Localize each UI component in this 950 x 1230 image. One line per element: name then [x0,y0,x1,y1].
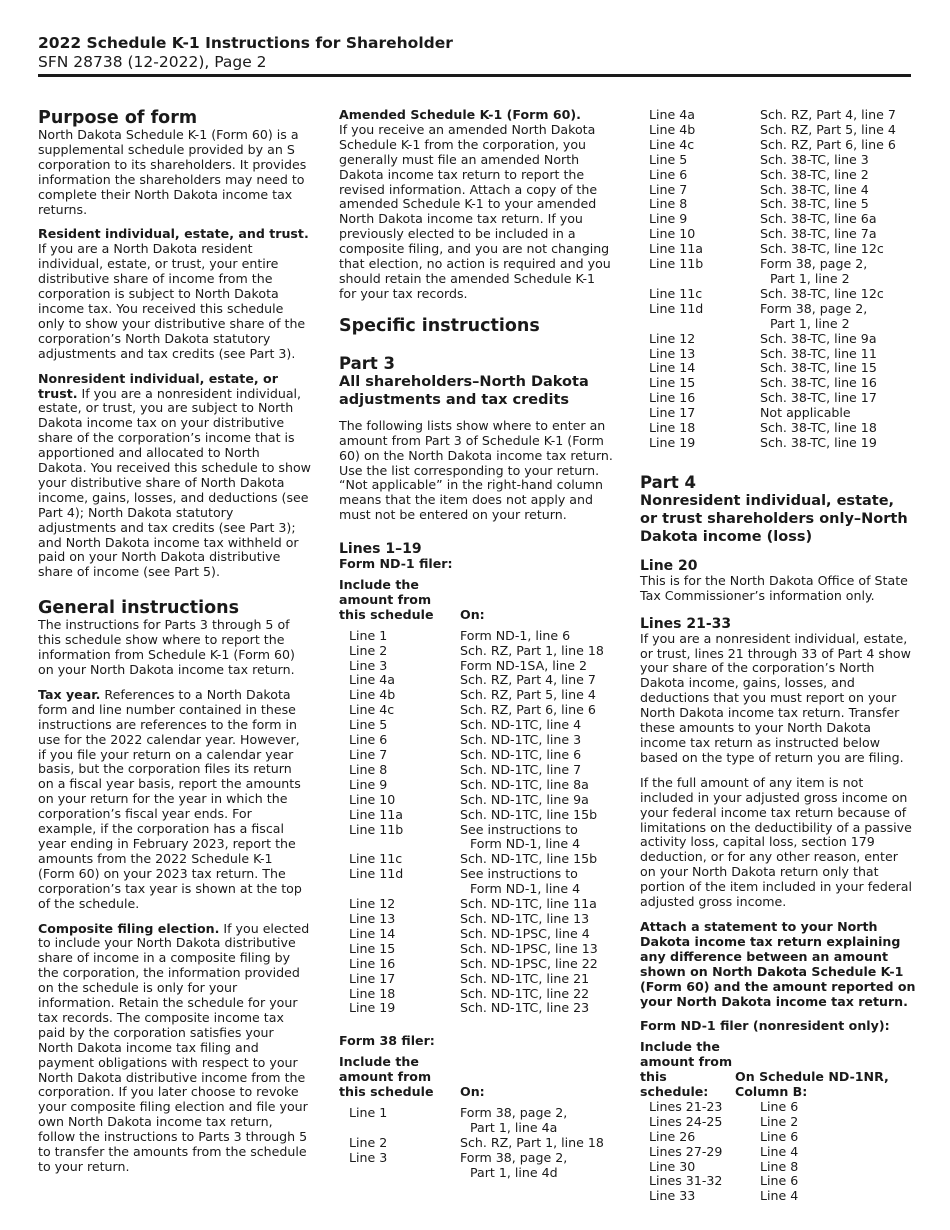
report-location-continued: Form ND-1, line 4 [470,836,581,852]
table-row [339,1106,615,1136]
nonres-table [640,1100,916,1204]
report-location-text: Sch. 38-TC, line 7a [760,226,877,242]
lines-21-33-heading: Lines 21-33 [640,615,732,632]
table-row [339,852,615,867]
report-location-text: Form 38, page 2, [760,300,868,316]
report-location [460,763,615,778]
report-location [460,808,615,823]
line-number: Line 17 [649,405,696,421]
report-location [760,421,916,436]
report-location [460,703,615,718]
line-number: Line 2 [349,642,388,658]
nonresident-paragraph [38,372,311,581]
general-text: The instructions for Parts 3 through 5 of this schedule show where to report the information from Schedule K-1 (Form 60) on your North Dakota income tax return. [38,617,295,677]
table-row [640,1115,916,1130]
nd1-filer-label: Form ND-1 filer: [339,556,453,572]
report-location [460,972,615,987]
report-location-text: Sch. 38-TC, line 17 [760,390,877,406]
line-number: Lines 27-29 [649,1143,723,1159]
line-number: Line 17 [349,970,396,986]
report-location-continued: Part 1, line 4d [470,1164,558,1180]
report-location-text: Sch. 38-TC, line 2 [760,166,869,182]
nd1-nonresident-filer-label: Form ND-1 filer (nonresident only): [640,1018,890,1034]
table-row [640,391,916,406]
table-row [640,1130,916,1145]
line-number: Line 11c [349,851,403,867]
nd1-table-header [339,578,615,623]
report-location-text: Sch. ND-1TC, line 13 [460,910,590,926]
line-number: Line 5 [649,151,688,167]
part3-text: The following lists show where to enter an amount from Part 3 of Schedule K-1 (Form 60) on the North Dakota income tax return. Use the list corresponding to your return. “Not applicable” in the right-hand column means that the item does not apply and must not be entered on your return. [339,417,613,523]
report-location-text: Sch. ND-1TC, line 22 [460,985,590,1001]
line-number: Line 10 [349,791,396,807]
report-location [760,123,916,138]
general-heading: General instructions [38,598,240,619]
report-location [760,391,916,406]
table-row [339,912,615,927]
report-location-text: Sch. ND-1TC, line 11a [460,896,597,912]
table-row [339,957,615,972]
report-location-text: Line 6 [760,1173,799,1189]
report-location [460,718,615,733]
report-location [760,183,916,198]
report-location [460,629,615,644]
report-location-text: Line 6 [760,1098,799,1114]
table-row [339,673,615,688]
report-location-text: Sch. ND-1TC, line 15b [460,851,598,867]
line-number: Line 19 [649,434,696,450]
line-number: Line 2 [349,1134,388,1150]
report-location-text: Sch. RZ, Part 6, line 6 [460,702,596,718]
table-row [640,138,916,153]
report-location [760,1115,916,1130]
nonres-table-header [640,1040,916,1100]
table-row [640,153,916,168]
resident-text: If you are a North Dakota resident individual, estate, or trust, your entire distributive share of income from the corporation is subject to North Dakota income tax. You received this schedule only to show your distributive share of the corporation’s North Dakota statutory adjustments and tax credits (see Part 3). [38,241,306,361]
report-location-text: Sch. ND-1TC, line 6 [460,747,582,762]
report-location-text: Form ND-1, line 6 [460,627,571,643]
line-number: Line 11c [649,285,703,301]
report-location [760,108,916,123]
report-location-text: Sch. 38-TC, line 11 [760,345,877,361]
line-number: Line 4a [349,672,395,688]
report-location-text: Sch. ND-1TC, line 15b [460,806,598,822]
line-number: Line 5 [349,717,388,733]
table-row [339,688,615,703]
line-number: Line 11b [349,821,404,837]
report-location [460,912,615,927]
table-row [640,376,916,391]
composite-text: If you elected to include your North Dakota distributive share of income in a composite filing by the corporation, the information provided on the schedule is only for your information. Retain the schedule for your tax records. The composite income tax paid by the corporation satisfies your North Dakota income tax filing and payment obligations with respect to your North Dakota distributive income from the corporation. If you later choose to revoke your composite filing election and file your own North Dakota income tax return, follow the instructions to Parts 3 through 5 to transfer the amounts from the schedule to your return. [38,920,310,1174]
report-location [460,1136,615,1151]
line-number: Line 13 [349,910,396,926]
page-header [38,34,911,72]
table-row [640,1100,916,1115]
report-location-text: Sch. RZ, Part 5, line 4 [760,121,896,137]
line-number: Line 4b [649,121,696,137]
specific-heading: Specific instructions [339,315,540,336]
line-number: Line 4a [649,107,695,122]
report-location-text: Sch. ND-1TC, line 23 [460,1000,590,1016]
report-location [460,823,615,853]
table-row [640,347,916,362]
report-location-text: Form 38, page 2, [460,1104,568,1120]
table-row [339,897,615,912]
table-row [640,197,916,212]
table-row [339,748,615,763]
report-location [760,257,916,287]
report-location [760,361,916,376]
report-location-text: Sch. ND-1PSC, line 13 [460,940,598,956]
table-row [640,1160,916,1175]
table-row [640,242,916,257]
report-location-text: Line 4 [760,1143,799,1159]
line-number: Line 6 [649,166,688,182]
line-number: Line 16 [649,390,696,406]
line-number: Line 6 [349,732,388,748]
table-row [640,168,916,183]
table-row [339,1001,615,1016]
report-location-text: Sch. RZ, Part 6, line 6 [760,136,896,152]
line-number: Line 10 [649,226,696,242]
table-row [339,867,615,897]
report-location [760,1189,916,1204]
report-location-text: Sch. 38-TC, line 12c [760,241,884,257]
table-row [339,1151,615,1181]
report-location-text: Sch. 38-TC, line 4 [760,181,869,197]
table-row [640,302,916,332]
header-rule [38,74,911,77]
taxyear-paragraph [38,688,311,912]
table-row [640,108,916,123]
line-number: Line 7 [349,747,388,762]
table-row [640,287,916,302]
nd1-table [339,629,615,1017]
table-row [640,361,916,376]
on-column-label: On: [460,1084,485,1100]
report-location [760,212,916,227]
report-location-text: Sch. 38-TC, line 15 [760,360,877,376]
line-number: Line 8 [349,761,388,777]
report-location [460,733,615,748]
report-location-text: Not applicable [760,405,851,421]
report-location-text: Line 2 [760,1113,799,1129]
report-location-text: Sch. 38-TC, line 3 [760,151,869,167]
column-1 [38,108,311,1175]
report-location-text: Sch. ND-1TC, line 4 [460,717,582,733]
report-location [460,897,615,912]
on-column-label: On: [460,606,485,622]
table-row [339,927,615,942]
report-location [460,1001,615,1016]
report-location [760,1145,916,1160]
report-location [760,197,916,212]
report-location [460,644,615,659]
line-number: Line 30 [649,1158,696,1174]
form-number: SFN 28738 (12-2022), Page 2 [38,53,267,71]
report-location-text: Form 38, page 2, [460,1149,568,1165]
purpose-heading: Purpose of form [38,108,198,128]
line-number: Line 3 [349,657,388,673]
table-row [339,659,615,674]
table-row [339,808,615,823]
table-row [640,212,916,227]
report-location [760,138,916,153]
line-number: Line 13 [649,345,696,361]
report-location [760,406,916,421]
purpose-text: North Dakota Schedule K-1 (Form 60) is a supplemental schedule provided by an S corporation to its shareholders. It provides information the shareholders may need to complete their North Dakota income tax returns. [38,127,307,217]
line-number: Line 9 [649,211,688,227]
report-location-continued: Part 1, line 4a [470,1119,558,1135]
nonresident-text: If you are a nonresident individual, estate, or trust, you are subject to North Dakota income tax on your distributive share of the corporation’s income that is apportioned and allocated to North Dakota. You received this schedule to show your distributive share of North Dakota income, gains, losses, and deductions (see Part 4); North Dakota statutory adjustments and tax credits (see Part 3); and North Dakota income tax withheld or paid on your North Dakota distributive share of income (see Part 5). [38,385,311,580]
table-row [339,778,615,793]
report-location-text: Sch. ND-1TC, line 7 [460,761,582,777]
attach-statement-text: Attach a statement to your North Dakota income tax return explaining any difference between an amount shown on North Dakota Schedule K-1 (Form 60) and the amount reported on your North Dakota income tax return. [640,918,916,1009]
part4-subheading: Nonresident individual, estate, or trust shareholders only–North Dakota income (loss) [640,492,908,545]
report-location-text: Sch. ND-1TC, line 21 [460,970,590,986]
report-location [460,793,615,808]
lines-21-33-text: If you are a nonresident individual, estate, or trust, lines 21 through 33 of Part 4 show your share of the corporation’s North Dakota income, gains, losses, and deductions that you must report on your North Dakota income tax return. Transfer these amounts to your North Dakota income tax return as instructed below based on the type of return you are filing. [640,630,911,765]
table-row [640,332,916,347]
line-number: Line 12 [349,896,396,912]
line-number: Line 8 [649,196,688,212]
report-location [760,287,916,302]
nonresident-label: Nonresident individual, estate, or trust. [38,370,278,401]
report-location [760,168,916,183]
report-location [460,688,615,703]
table-row [339,793,615,808]
taxyear-text: References to a North Dakota form and line number contained in these instructions are references to the form in use for the 2022 calendar year. However, if you file your return on a calendar year basis, but the corporation files its return on a fiscal year basis, report the amounts on your return for the year in which the corporation’s fiscal year ends. For example, if the corporation has a fiscal year ending in February 2023, report the amounts from the 2022 Schedule K-1 (Form 60) on your 2023 tax return. The corporation’s tax year is shown at the top of the schedule. [38,686,302,911]
report-location [760,332,916,347]
report-location-text: Sch. RZ, Part 4, line 7 [760,107,896,122]
report-location-text: Sch. ND-1TC, line 3 [460,732,582,748]
report-location-continued: Form ND-1, line 4 [470,881,581,897]
report-location [760,302,916,332]
line-number: Line 14 [349,925,396,941]
report-location [760,347,916,362]
line-number: Line 15 [649,375,696,391]
line-number: Line 1 [349,1104,388,1120]
line-number: Line 4b [349,687,396,703]
line-number: Line 26 [649,1128,696,1144]
report-location-text: Line 6 [760,1128,799,1144]
report-location [760,1130,916,1145]
table-row [339,718,615,733]
line-number: Line 14 [649,360,696,376]
table-row [640,257,916,287]
report-location [760,227,916,242]
report-location-text: Line 4 [760,1188,799,1204]
report-location-text: Sch. 38-TC, line 6a [760,211,877,227]
report-location-continued: Part 1, line 2 [770,315,850,331]
report-location-text: Sch. 38-TC, line 9a [760,330,877,346]
line-number: Lines 24-25 [649,1113,723,1129]
table-row [640,1189,916,1204]
line-number: Line 7 [649,181,688,197]
table-row [339,629,615,644]
table-row [640,227,916,242]
composite-paragraph [38,922,311,1175]
line-number: Lines 31-32 [649,1173,723,1189]
report-location-text: Sch. RZ, Part 1, line 18 [460,642,604,658]
report-location [460,778,615,793]
table-row [339,733,615,748]
line-number: Line 19 [349,1000,396,1016]
table-row [640,421,916,436]
table-row [339,703,615,718]
table-row [640,183,916,198]
resident-paragraph [38,227,311,361]
f38-table-continued [640,108,916,451]
on-column-label: On Schedule ND-1NR, Column B: [735,1069,889,1100]
table-row [339,823,615,853]
line-number: Line 4c [349,702,395,718]
report-location-text: See instructions to [460,821,578,837]
report-location [460,1151,615,1181]
report-location [460,852,615,867]
report-location-text: Sch. 38-TC, line 5 [760,196,869,212]
report-location-text: Sch. RZ, Part 5, line 4 [460,687,596,703]
page-title: 2022 Schedule K-1 Instructions for Shareholder [38,34,453,52]
line-20-heading: Line 20 [640,557,698,574]
report-location [460,927,615,942]
report-location [760,153,916,168]
table-row [640,1145,916,1160]
report-location-text: Sch. ND-1PSC, line 22 [460,955,598,971]
f38-filer-label: Form 38 filer: [339,1033,435,1049]
report-location-text: Sch. 38-TC, line 18 [760,420,877,436]
report-location [760,436,916,451]
line-20-text: This is for the North Dakota Office of State Tax Commissioner’s information only. [640,572,908,603]
table-row [339,972,615,987]
report-location-continued: Part 1, line 2 [770,270,850,286]
lines-1-19-heading: Lines 1–19 [339,541,422,558]
line-number: Line 12 [649,330,696,346]
report-location-text: Sch. ND-1TC, line 9a [460,791,589,807]
line-number: Line 18 [349,985,396,1001]
composite-label: Composite filing election. [38,920,220,936]
report-location-text: Form 38, page 2, [760,256,868,272]
line-number: Line 11a [649,241,703,257]
line-number: Line 3 [349,1149,388,1165]
part3-heading: Part 3 [339,353,396,373]
report-location [460,748,615,763]
line-number: Line 11d [349,866,404,882]
part3-subheading: All shareholders–North Dakota adjustments and tax credits [339,373,589,408]
f38-table [339,1106,615,1181]
table-row [339,763,615,778]
f38-table-header [339,1055,615,1100]
line-number: Line 4c [649,136,695,152]
column-2 [339,108,615,1180]
report-location-text: Sch. RZ, Part 1, line 18 [460,1134,604,1150]
table-row [339,644,615,659]
table-row [640,436,916,451]
report-location-text: Sch. RZ, Part 4, line 7 [460,672,596,688]
line-number: Line 33 [649,1188,696,1204]
line-number: Lines 21-23 [649,1098,723,1114]
include-column-label: Include the amount from this schedule [339,1054,434,1100]
line-number: Line 15 [349,940,396,956]
table-row [640,1174,916,1189]
report-location [760,242,916,257]
line-number: Line 1 [349,627,388,643]
line-number: Line 11a [349,806,403,822]
report-location [460,957,615,972]
report-location-text: Sch. ND-1PSC, line 4 [460,925,590,941]
report-location-text: Sch. 38-TC, line 12c [760,285,884,301]
line-number: Line 9 [349,776,388,792]
table-row [339,942,615,957]
report-location [760,1174,916,1189]
include-column-label: Include the amount from this schedule [339,577,434,622]
report-location-text: Sch. 38-TC, line 19 [760,434,877,450]
taxyear-label: Tax year. [38,686,101,702]
report-location [760,376,916,391]
table-row [339,1136,615,1151]
resident-label: Resident individual, estate, and trust. [38,226,309,242]
line-number: Line 11d [649,300,704,316]
report-location [460,659,615,674]
line-number: Line 11b [649,256,704,272]
report-location [460,1106,615,1136]
report-location [760,1160,916,1175]
include-column-label: Include the amount from this schedule: [640,1039,733,1100]
report-location [460,867,615,897]
amended-text: If you receive an amended North Dakota Schedule K-1 from the corporation, you generally must file an amended North Dakota income tax return to report the revised information. Attach a copy of the amended Schedule K-1 to your amended North Dakota income tax return. If you previously elected to be included in a composite filing, and you are not changing that election, no action is required and you should retain the amended Schedule K-1 for your tax records. [339,121,611,301]
report-location [460,942,615,957]
lines-21-33-limitations-text: If the full amount of any item is not included in your adjusted gross income on your federal income tax return because of limitations on the deductibility of a passive activity loss, capital loss, section 179 deduction, or for any other reason, enter on your North Dakota return only that portion of the item included in your federal adjusted gross income. [640,774,913,910]
report-location [760,1100,916,1115]
report-location [460,987,615,1002]
report-location-text: Sch. 38-TC, line 16 [760,375,877,391]
report-location-text: See instructions to [460,866,578,882]
table-row [640,123,916,138]
report-location-text: Form ND-1SA, line 2 [460,657,587,673]
part4-heading: Part 4 [640,472,697,492]
table-row [640,406,916,421]
table-row [339,987,615,1002]
column-3 [640,108,916,1204]
report-location [460,673,615,688]
line-number: Line 18 [649,420,696,436]
report-location-text: Line 8 [760,1158,799,1174]
amended-heading: Amended Schedule K-1 (Form 60). [339,107,581,122]
line-number: Line 16 [349,955,396,971]
report-location-text: Sch. ND-1TC, line 8a [460,776,589,792]
